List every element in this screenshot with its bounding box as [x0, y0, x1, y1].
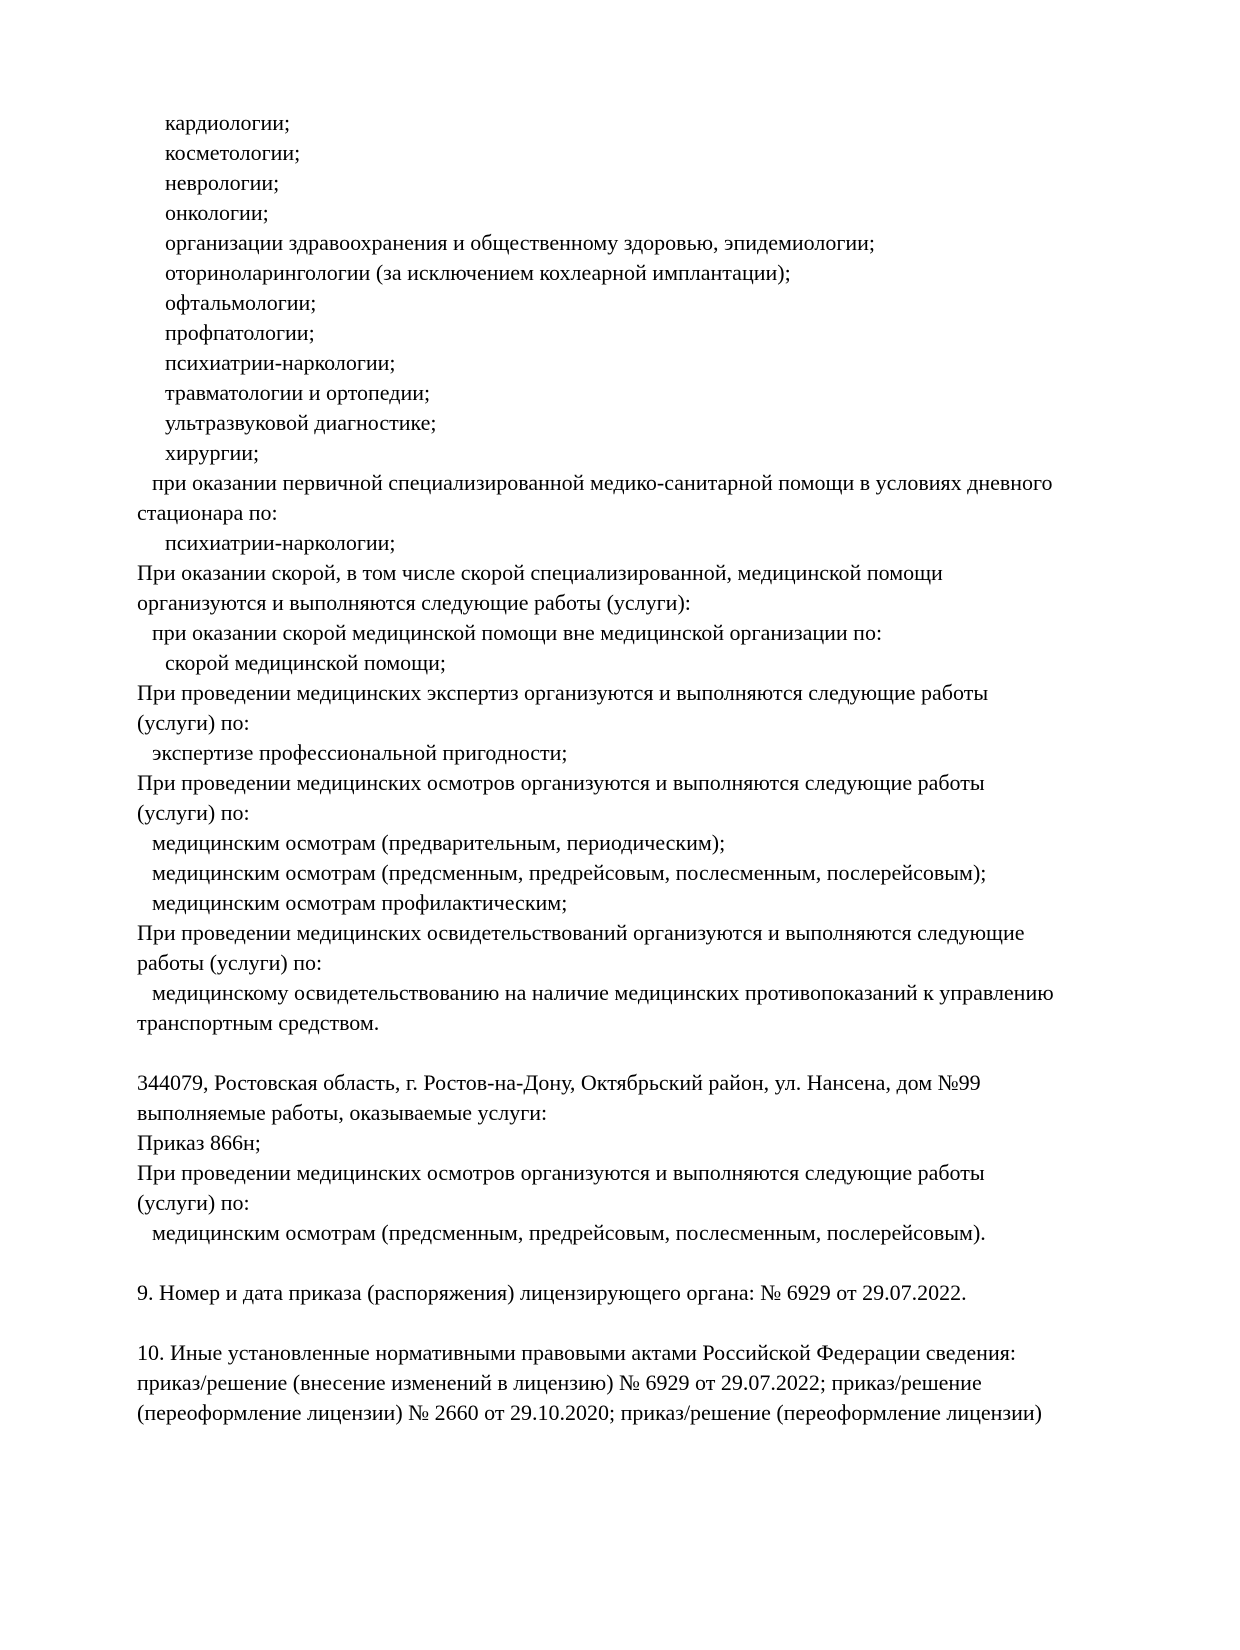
text-line: офтальмологии;	[165, 290, 317, 315]
text-line: транспортным средством.	[137, 1010, 380, 1035]
text-line: 10. Иные установленные нормативными правовыми актами Российской Федерации сведения:	[137, 1340, 1016, 1365]
text-line: экспертизе профессиональной пригодности;	[152, 740, 568, 765]
text-line: при оказании скорой медицинской помощи вне медицинской организации по:	[152, 620, 883, 645]
document-text-block	[137, 108, 1197, 1428]
text-line: медицинскому освидетельствованию на наличие медицинских противопоказаний к управлению	[152, 980, 1054, 1005]
text-line: При проведении медицинских осмотров организуются и выполняются следующие работы	[137, 1160, 985, 1185]
text-line: Приказ 866н;	[137, 1130, 261, 1155]
text-line: медицинским осмотрам (предварительным, периодическим);	[152, 830, 726, 855]
text-line: онкологии;	[165, 200, 269, 225]
text-line: травматологии и ортопедии;	[165, 380, 431, 405]
text-line: При проведении медицинских экспертиз организуются и выполняются следующие работы	[137, 680, 989, 705]
text-line: психиатрии-наркологии;	[165, 350, 396, 375]
text-line: организации здравоохранения и общественному здоровью, эпидемиологии;	[165, 230, 876, 255]
text-line: стационара по:	[137, 500, 278, 525]
text-line: организуются и выполняются следующие работы (услуги):	[137, 590, 691, 615]
text-line: неврологии;	[165, 170, 280, 195]
text-line: 344079, Ростовская область, г. Ростов-на-Дону, Октябрьский район, ул. Нансена, дом №99	[137, 1070, 981, 1095]
text-line: работы (услуги) по:	[137, 950, 323, 975]
text-line	[137, 1248, 1197, 1278]
text-line: медицинским осмотрам профилактическим;	[152, 890, 568, 915]
text-line: При проведении медицинских освидетельствований организуются и выполняются следующие	[137, 920, 1025, 945]
text-line	[137, 1038, 1197, 1068]
text-line: медицинским осмотрам (предсменным, предрейсовым, послесменным, послерейсовым);	[152, 860, 987, 885]
text-line: кардиологии;	[165, 110, 291, 135]
text-line: приказ/решение (внесение изменений в лицензию) № 6929 от 29.07.2022; приказ/решение	[137, 1370, 982, 1395]
text-line: хирургии;	[165, 440, 260, 465]
text-line: ультразвуковой диагностике;	[165, 410, 437, 435]
text-line: выполняемые работы, оказываемые услуги:	[137, 1100, 548, 1125]
text-line: При проведении медицинских осмотров организуются и выполняются следующие работы	[137, 770, 985, 795]
text-line: медицинским осмотрам (предсменным, предрейсовым, послесменным, послерейсовым).	[152, 1220, 986, 1245]
text-line: оториноларингологии (за исключением кохлеарной имплантации);	[165, 260, 791, 285]
text-line: (услуги) по:	[137, 800, 250, 825]
text-line: психиатрии-наркологии;	[165, 530, 396, 555]
text-line: 9. Номер и дата приказа (распоряжения) лицензирующего органа: № 6929 от 29.07.2022.	[137, 1280, 967, 1305]
text-line: (переоформление лицензии) № 2660 от 29.10.2020; приказ/решение (переоформление лицензии)	[137, 1400, 1042, 1425]
text-line: профпатологии;	[165, 320, 315, 345]
text-line: (услуги) по:	[137, 1190, 250, 1215]
text-line	[137, 1308, 1197, 1338]
text-line: при оказании первичной специализированной медико-санитарной помощи в условиях дневного	[152, 470, 1053, 495]
text-line: скорой медицинской помощи;	[165, 650, 447, 675]
text-line: косметологии;	[165, 140, 301, 165]
text-line: При оказании скорой, в том числе скорой специализированной, медицинской помощи	[137, 560, 943, 585]
text-line: (услуги) по:	[137, 710, 250, 735]
